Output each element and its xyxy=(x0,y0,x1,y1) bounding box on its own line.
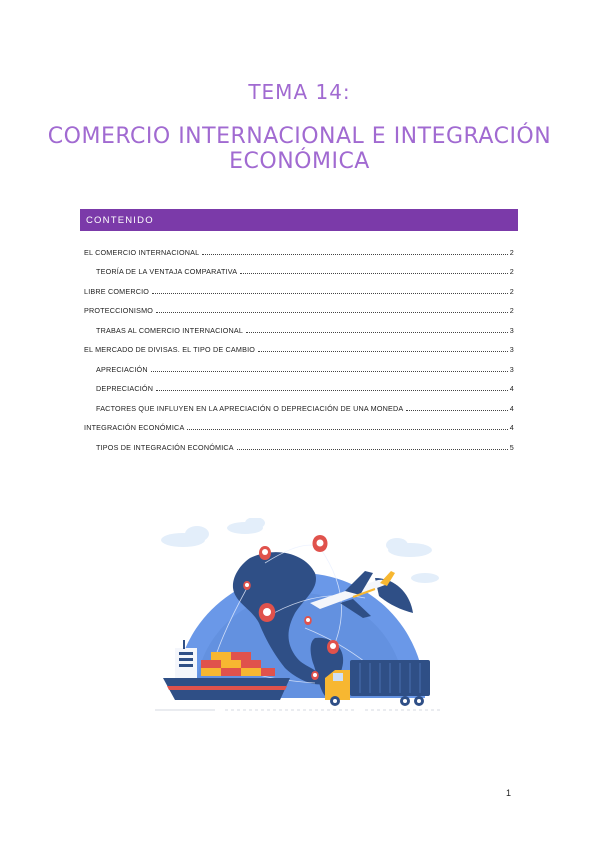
toc-entry[interactable] xyxy=(84,296,514,316)
toc-entry-text: TEORÍA DE LA VENTAJA COMPARATIVA xyxy=(96,267,238,276)
toc-entry-page: 3 xyxy=(509,325,514,335)
toc-entry-text: PROTECCIONISMO xyxy=(84,306,154,315)
toc-leader xyxy=(246,332,508,333)
toc-leader xyxy=(237,449,508,450)
toc-entry[interactable] xyxy=(84,257,514,277)
toc-entry-text: FACTORES QUE INFLUYEN EN LA APRECIACIÓN O DEPRECIACIÓN DE UNA MONEDA xyxy=(96,403,404,413)
toc-entry-text: APRECIACIÓN xyxy=(96,364,148,374)
doc-title-line2: COMERCIO INTERNACIONAL E INTEGRACIÓN ECONÓMICA xyxy=(47,124,552,174)
toc-leader xyxy=(151,371,508,372)
toc-entry[interactable] xyxy=(84,413,514,433)
doc-title-line1: TEMA 14: xyxy=(248,80,351,104)
toc-entry[interactable] xyxy=(84,393,514,413)
global-trade-illustration xyxy=(155,518,445,718)
toc-leader xyxy=(240,273,508,274)
toc-entry-text: TIPOS DE INTEGRACIÓN ECONÓMICA xyxy=(96,442,234,452)
toc-entry[interactable] xyxy=(84,276,514,296)
toc-entry[interactable] xyxy=(84,237,514,257)
toc-entry-text: DEPRECIACIÓN xyxy=(96,384,154,393)
toc-entry-page: 4 xyxy=(509,423,514,432)
page-number: 1 xyxy=(506,788,512,798)
toc-entry[interactable] xyxy=(84,432,514,452)
toc-entry[interactable] xyxy=(84,315,514,335)
toc-entry-text: LIBRE COMERCIO xyxy=(84,286,150,296)
toc-leader xyxy=(406,410,507,411)
toc-leader xyxy=(202,254,507,255)
toc-entry-page: 2 xyxy=(509,306,514,315)
toc-entry-page: 2 xyxy=(509,247,514,257)
toc-entry[interactable] xyxy=(84,335,514,355)
toc-leader xyxy=(152,293,508,294)
toc-entry-page: 3 xyxy=(509,345,514,354)
toc-entry-page: 2 xyxy=(509,286,514,296)
table-of-contents xyxy=(84,237,514,452)
toc-leader xyxy=(156,312,508,313)
toc-leader xyxy=(258,351,508,352)
toc-entry-text: EL MERCADO DE DIVISAS. EL TIPO DE CAMBIO xyxy=(84,345,256,354)
toc-entry-page: 5 xyxy=(509,442,514,452)
toc-entry-page: 3 xyxy=(509,364,514,374)
toc-header: CONTENIDO xyxy=(80,209,518,231)
toc-leader xyxy=(187,429,507,430)
toc-entry[interactable] xyxy=(84,374,514,394)
toc-entry-page: 2 xyxy=(509,267,514,276)
toc-entry-text: TRABAS AL COMERCIO INTERNACIONAL xyxy=(96,325,244,335)
toc-entry-page: 4 xyxy=(509,403,514,413)
toc-entry-page: 4 xyxy=(509,384,514,393)
toc-entry-text: EL COMERCIO INTERNACIONAL xyxy=(84,247,200,257)
toc-entry[interactable] xyxy=(84,354,514,374)
toc-entry-text: INTEGRACIÓN ECONÓMICA xyxy=(84,423,185,432)
toc-leader xyxy=(156,390,508,391)
